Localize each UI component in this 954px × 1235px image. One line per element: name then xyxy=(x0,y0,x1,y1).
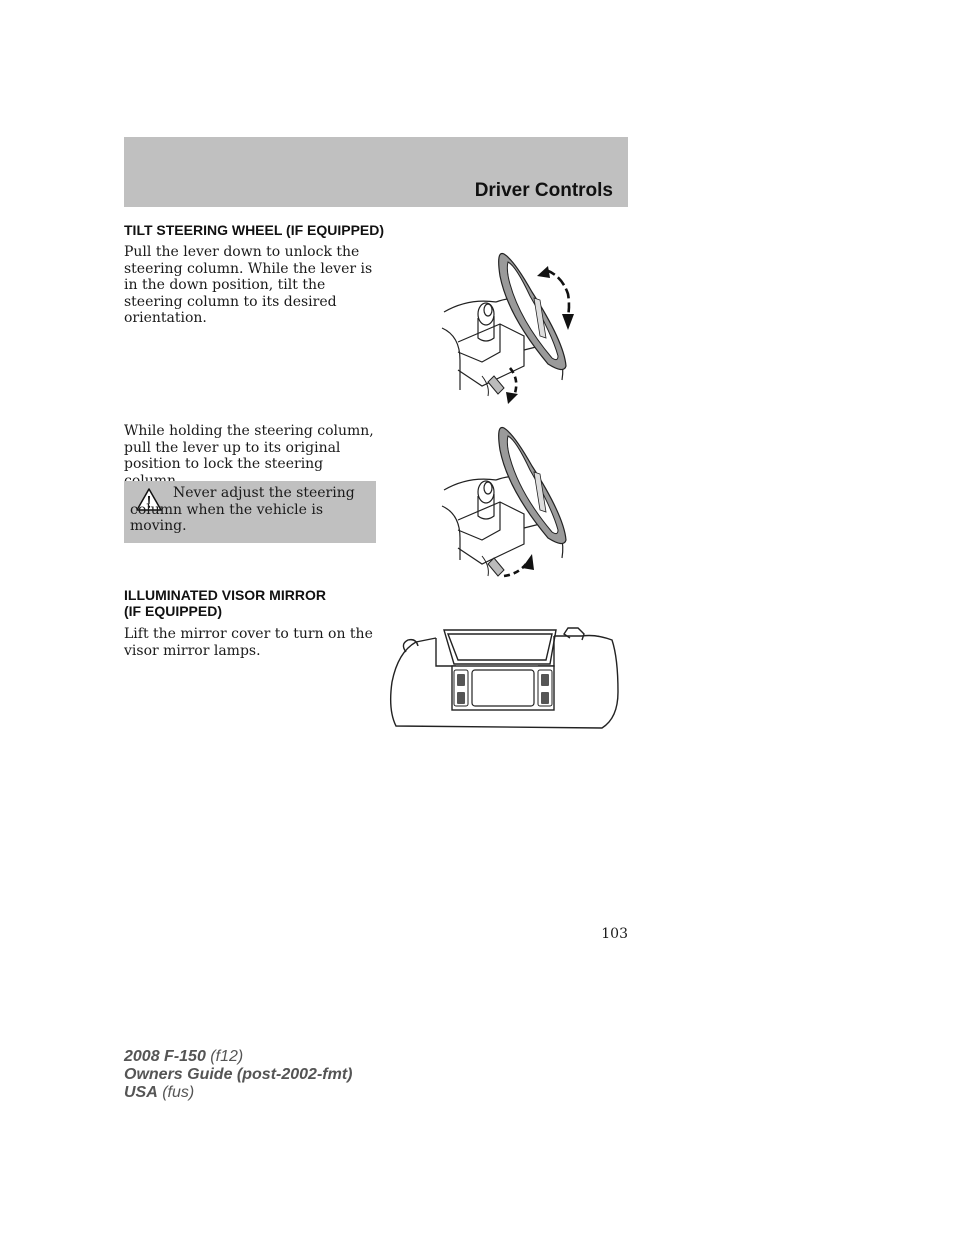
visor-heading-line-2: (IF EQUIPPED) xyxy=(124,603,223,619)
footer-line-1: 2008 F-150 (f12) xyxy=(124,1048,244,1065)
document-footer xyxy=(124,1048,352,1102)
visor-heading-line-1: ILLUMINATED VISOR MIRROR xyxy=(124,587,326,603)
visor-mirror-paragraph: Lift the mirror cover to turn on the visor mirror lamps. xyxy=(124,626,373,659)
warning-box xyxy=(124,481,376,543)
section-title: Driver Controls xyxy=(474,180,613,201)
tilt-lock-paragraph: While holding the steering column, pull the lever up to its original position to lock the steering xyxy=(124,423,374,472)
steering-tilt-unlock-illustration xyxy=(438,240,588,408)
warning-text: Never adjust the steering column when the vehicle is moving. xyxy=(130,485,355,534)
steering-tilt-lock-illustration xyxy=(438,420,588,588)
visor-mirror-illustration xyxy=(386,622,622,734)
visor-mirror-heading xyxy=(124,587,326,619)
tilt-steering-heading: TILT STEERING WHEEL (IF EQUIPPED) xyxy=(124,222,385,238)
footer-line-2: Owners Guide (post-2002-fmt) xyxy=(124,1066,353,1083)
page-number: 103 xyxy=(601,926,628,942)
footer-line-3: USA (fus) xyxy=(124,1084,195,1101)
tilt-unlock-paragraph: Pull the lever down to unlock the steering column. While the lever is in the down position, tilt the steering column to its desired orientation. xyxy=(124,244,373,326)
section-header-band xyxy=(124,137,628,207)
